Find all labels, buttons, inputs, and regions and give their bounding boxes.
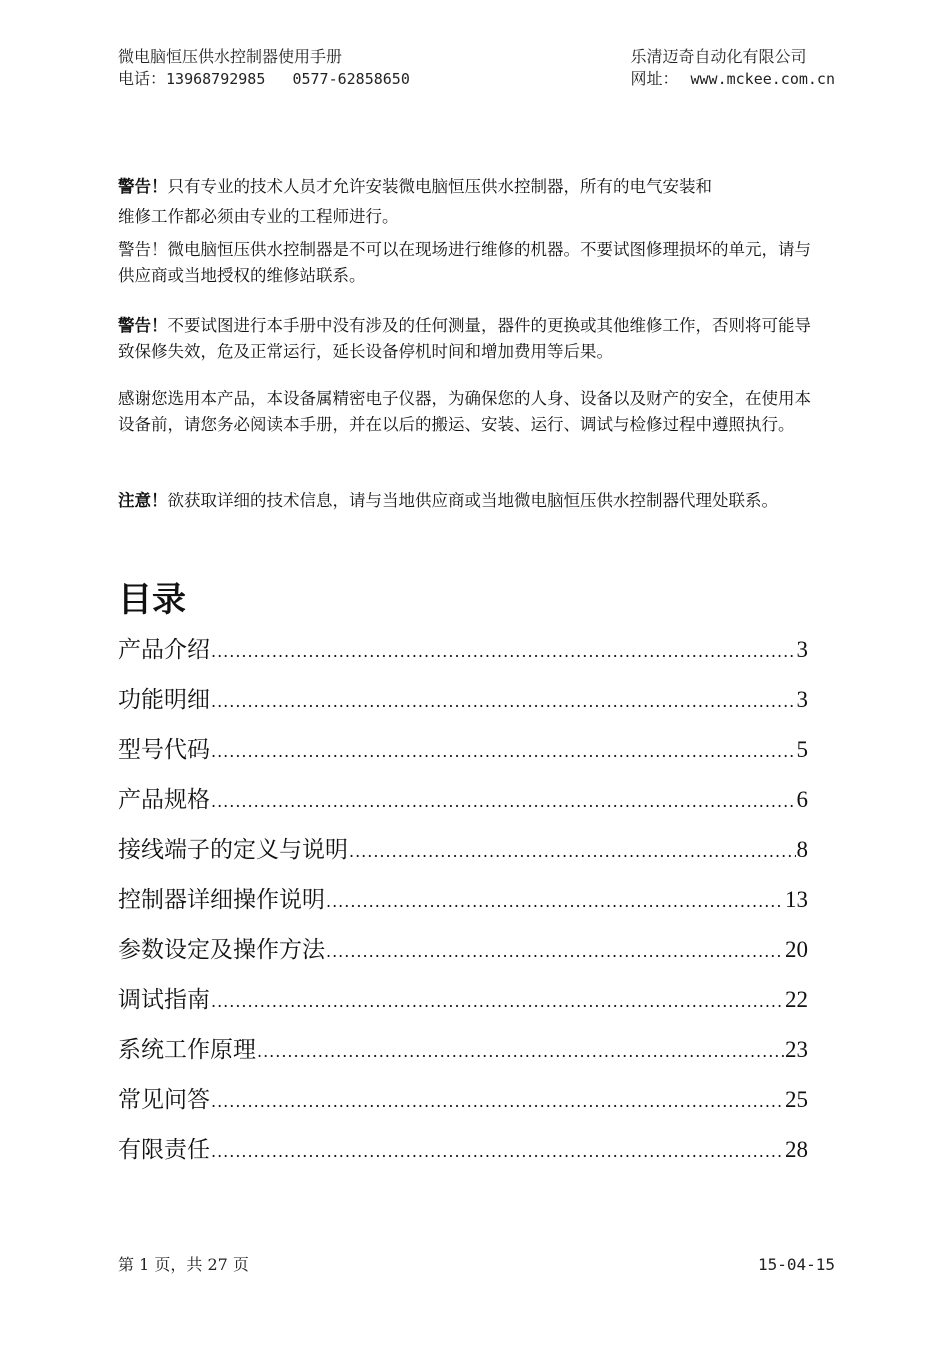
toc-entry[interactable] (118, 780, 808, 830)
toc-entry-title: 产品介绍 (118, 637, 210, 663)
toc-leader-dots (211, 982, 784, 1022)
toc-entry[interactable] (118, 730, 808, 780)
toc-leader-dots (211, 1132, 784, 1172)
toc-leader-dots (211, 682, 796, 722)
toc-entry[interactable] (118, 1080, 808, 1130)
warning-3 (118, 313, 812, 365)
website-line (630, 68, 835, 90)
toc-entry[interactable] (118, 1030, 808, 1080)
toc-leader-dots (257, 1032, 784, 1072)
toc-entry-title: 有限责任 (118, 1137, 210, 1163)
warning-3-text: 不要试图进行本手册中没有涉及的任何测量，器件的更换或其他维修工作，否则将可能导致保修失效，危及正常运行，延长设备停机时间和增加费用等后果。 (118, 316, 811, 361)
toc-entry-page: 23 (785, 1037, 808, 1062)
toc-entry-page: 8 (796, 837, 808, 862)
toc-entry[interactable] (118, 630, 808, 680)
toc-entry[interactable] (118, 1130, 808, 1180)
thanks-paragraph (118, 386, 812, 438)
warning-label: 警告！ (118, 177, 168, 196)
toc-entry-title: 系统工作原理 (118, 1037, 256, 1063)
toc-entry-page: 28 (785, 1137, 808, 1162)
toc-leader-dots (211, 632, 796, 672)
note-paragraph (118, 488, 812, 514)
toc-title: 目录 (118, 580, 186, 620)
page-header-right (630, 46, 835, 90)
toc-entry[interactable] (118, 830, 808, 880)
company-name: 乐清迈奇自动化有限公司 (630, 47, 807, 66)
toc-leader-dots (211, 782, 796, 822)
toc-entry-title: 控制器详细操作说明 (118, 887, 325, 913)
website-label: 网址： (630, 69, 679, 88)
toc-entry-page: 20 (785, 937, 808, 962)
toc-leader-dots (211, 732, 796, 772)
warning-1 (118, 172, 812, 232)
toc-entry-title: 产品规格 (118, 787, 210, 813)
warning-1-text-cont: 维修工作都必须由专业的工程师进行。 (118, 207, 399, 226)
toc-entry-title: 常见问答 (118, 1087, 210, 1113)
table-of-contents (118, 630, 808, 1180)
toc-leader-dots (326, 882, 784, 922)
toc-leader-dots (326, 932, 784, 972)
footer-date: 15-04-15 (757, 1255, 835, 1274)
thanks-text: 感谢您选用本产品，本设备属精密电子仪器，为确保您的人身、设备以及财产的安全，在使用本设备前，请您务必阅读本手册，并在以后的搬运、安装、运行、调试与检修过程中遵照执行。 (118, 389, 811, 434)
warning-2 (118, 237, 812, 289)
phone-label: 电话： (118, 69, 167, 88)
toc-entry[interactable] (118, 930, 808, 980)
toc-entry-page: 25 (785, 1087, 808, 1112)
toc-entry[interactable] (118, 980, 808, 1030)
note-label: 注意！ (118, 491, 168, 510)
warning-2-text: 警告！微电脑恒压供水控制器是不可以在现场进行维修的机器。不要试图修理损坏的单元，请与供应商或当地授权的维修站联系。 (118, 240, 811, 285)
note-text: 欲获取详细的技术信息，请与当地供应商或当地微电脑恒压供水控制器代理处联系。 (167, 491, 778, 510)
toc-entry-title: 参数设定及操作方法 (118, 937, 325, 963)
toc-entry-page: 3 (796, 637, 808, 662)
toc-leader-dots (211, 1082, 784, 1122)
document-title: 微电脑恒压供水控制器使用手册 (118, 47, 343, 66)
website-url: www.mckee.com.cn (690, 70, 835, 88)
toc-entry-page: 3 (796, 687, 808, 712)
toc-entry-title: 调试指南 (118, 987, 210, 1013)
footer-page-info: 第 1 页，共 27 页 (118, 1255, 249, 1274)
warning-label: 警告！ (118, 316, 168, 335)
toc-entry[interactable] (118, 880, 808, 930)
toc-entry[interactable] (118, 680, 808, 730)
toc-entry-title: 型号代码 (118, 737, 210, 763)
phone-line (118, 68, 410, 90)
toc-entry-title: 接线端子的定义与说明 (118, 837, 348, 863)
toc-entry-page: 5 (796, 737, 808, 762)
toc-entry-page: 13 (785, 887, 808, 912)
toc-entry-page: 6 (796, 787, 808, 812)
toc-leader-dots (349, 832, 796, 872)
toc-entry-page: 22 (785, 987, 808, 1012)
toc-entry-title: 功能明细 (118, 687, 210, 713)
warning-1-text: 只有专业的技术人员才允许安装微电脑恒压供水控制器，所有的电气安装和 (167, 177, 712, 196)
phone-numbers: 13968792985 0577-62858650 (166, 70, 410, 88)
page-header-left (118, 46, 410, 90)
